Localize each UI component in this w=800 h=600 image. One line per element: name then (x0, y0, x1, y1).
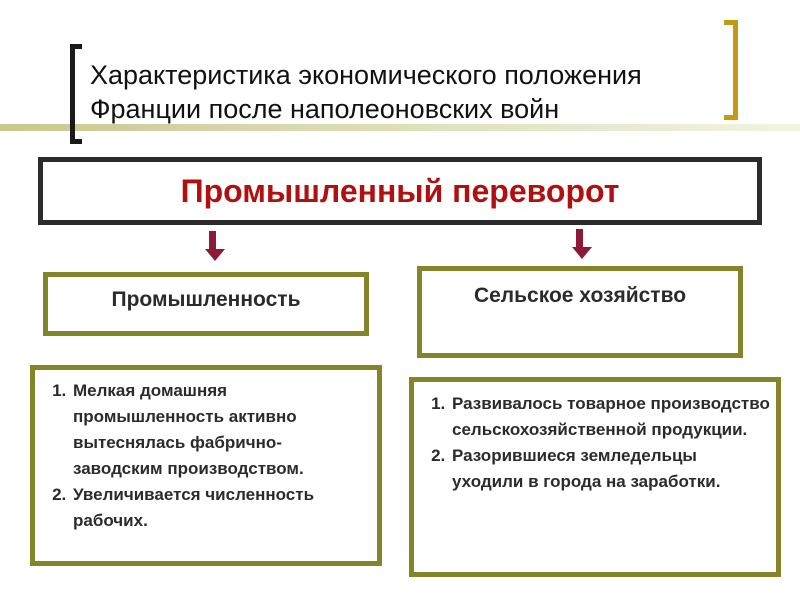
agriculture-list-box (409, 377, 781, 577)
list-item: 2. Увеличивается численность рабочих. (71, 482, 371, 534)
list-item: 2. Разорившиеся земледельцы уходили в города на заработки. (450, 443, 770, 495)
main-heading-box (38, 157, 762, 225)
left-bracket-decoration (70, 44, 82, 144)
left-down-arrow-icon (205, 231, 219, 261)
list-item: 1. Развивалось товарное производство сельскохозяйственной продукции. (450, 391, 770, 443)
title-line-2: Франции после наполеоновских войн (90, 94, 560, 124)
slide-title (90, 58, 740, 126)
main-heading: Промышленный переворот (180, 172, 620, 209)
agriculture-heading-box (417, 266, 743, 358)
industry-heading-box (43, 272, 369, 336)
industry-list (41, 378, 371, 534)
agriculture-list (420, 391, 770, 495)
agriculture-heading: Сельское хозяйство (473, 284, 687, 307)
industry-heading: Промышленность (111, 288, 301, 311)
list-item: 1. Мелкая домашняя промышленность активно вытеснялась фабрично-заводским производством. (71, 378, 371, 482)
right-down-arrow-icon (572, 229, 586, 259)
title-line-1: Характеристика экономического положения (90, 60, 642, 90)
industry-list-box (30, 365, 382, 566)
